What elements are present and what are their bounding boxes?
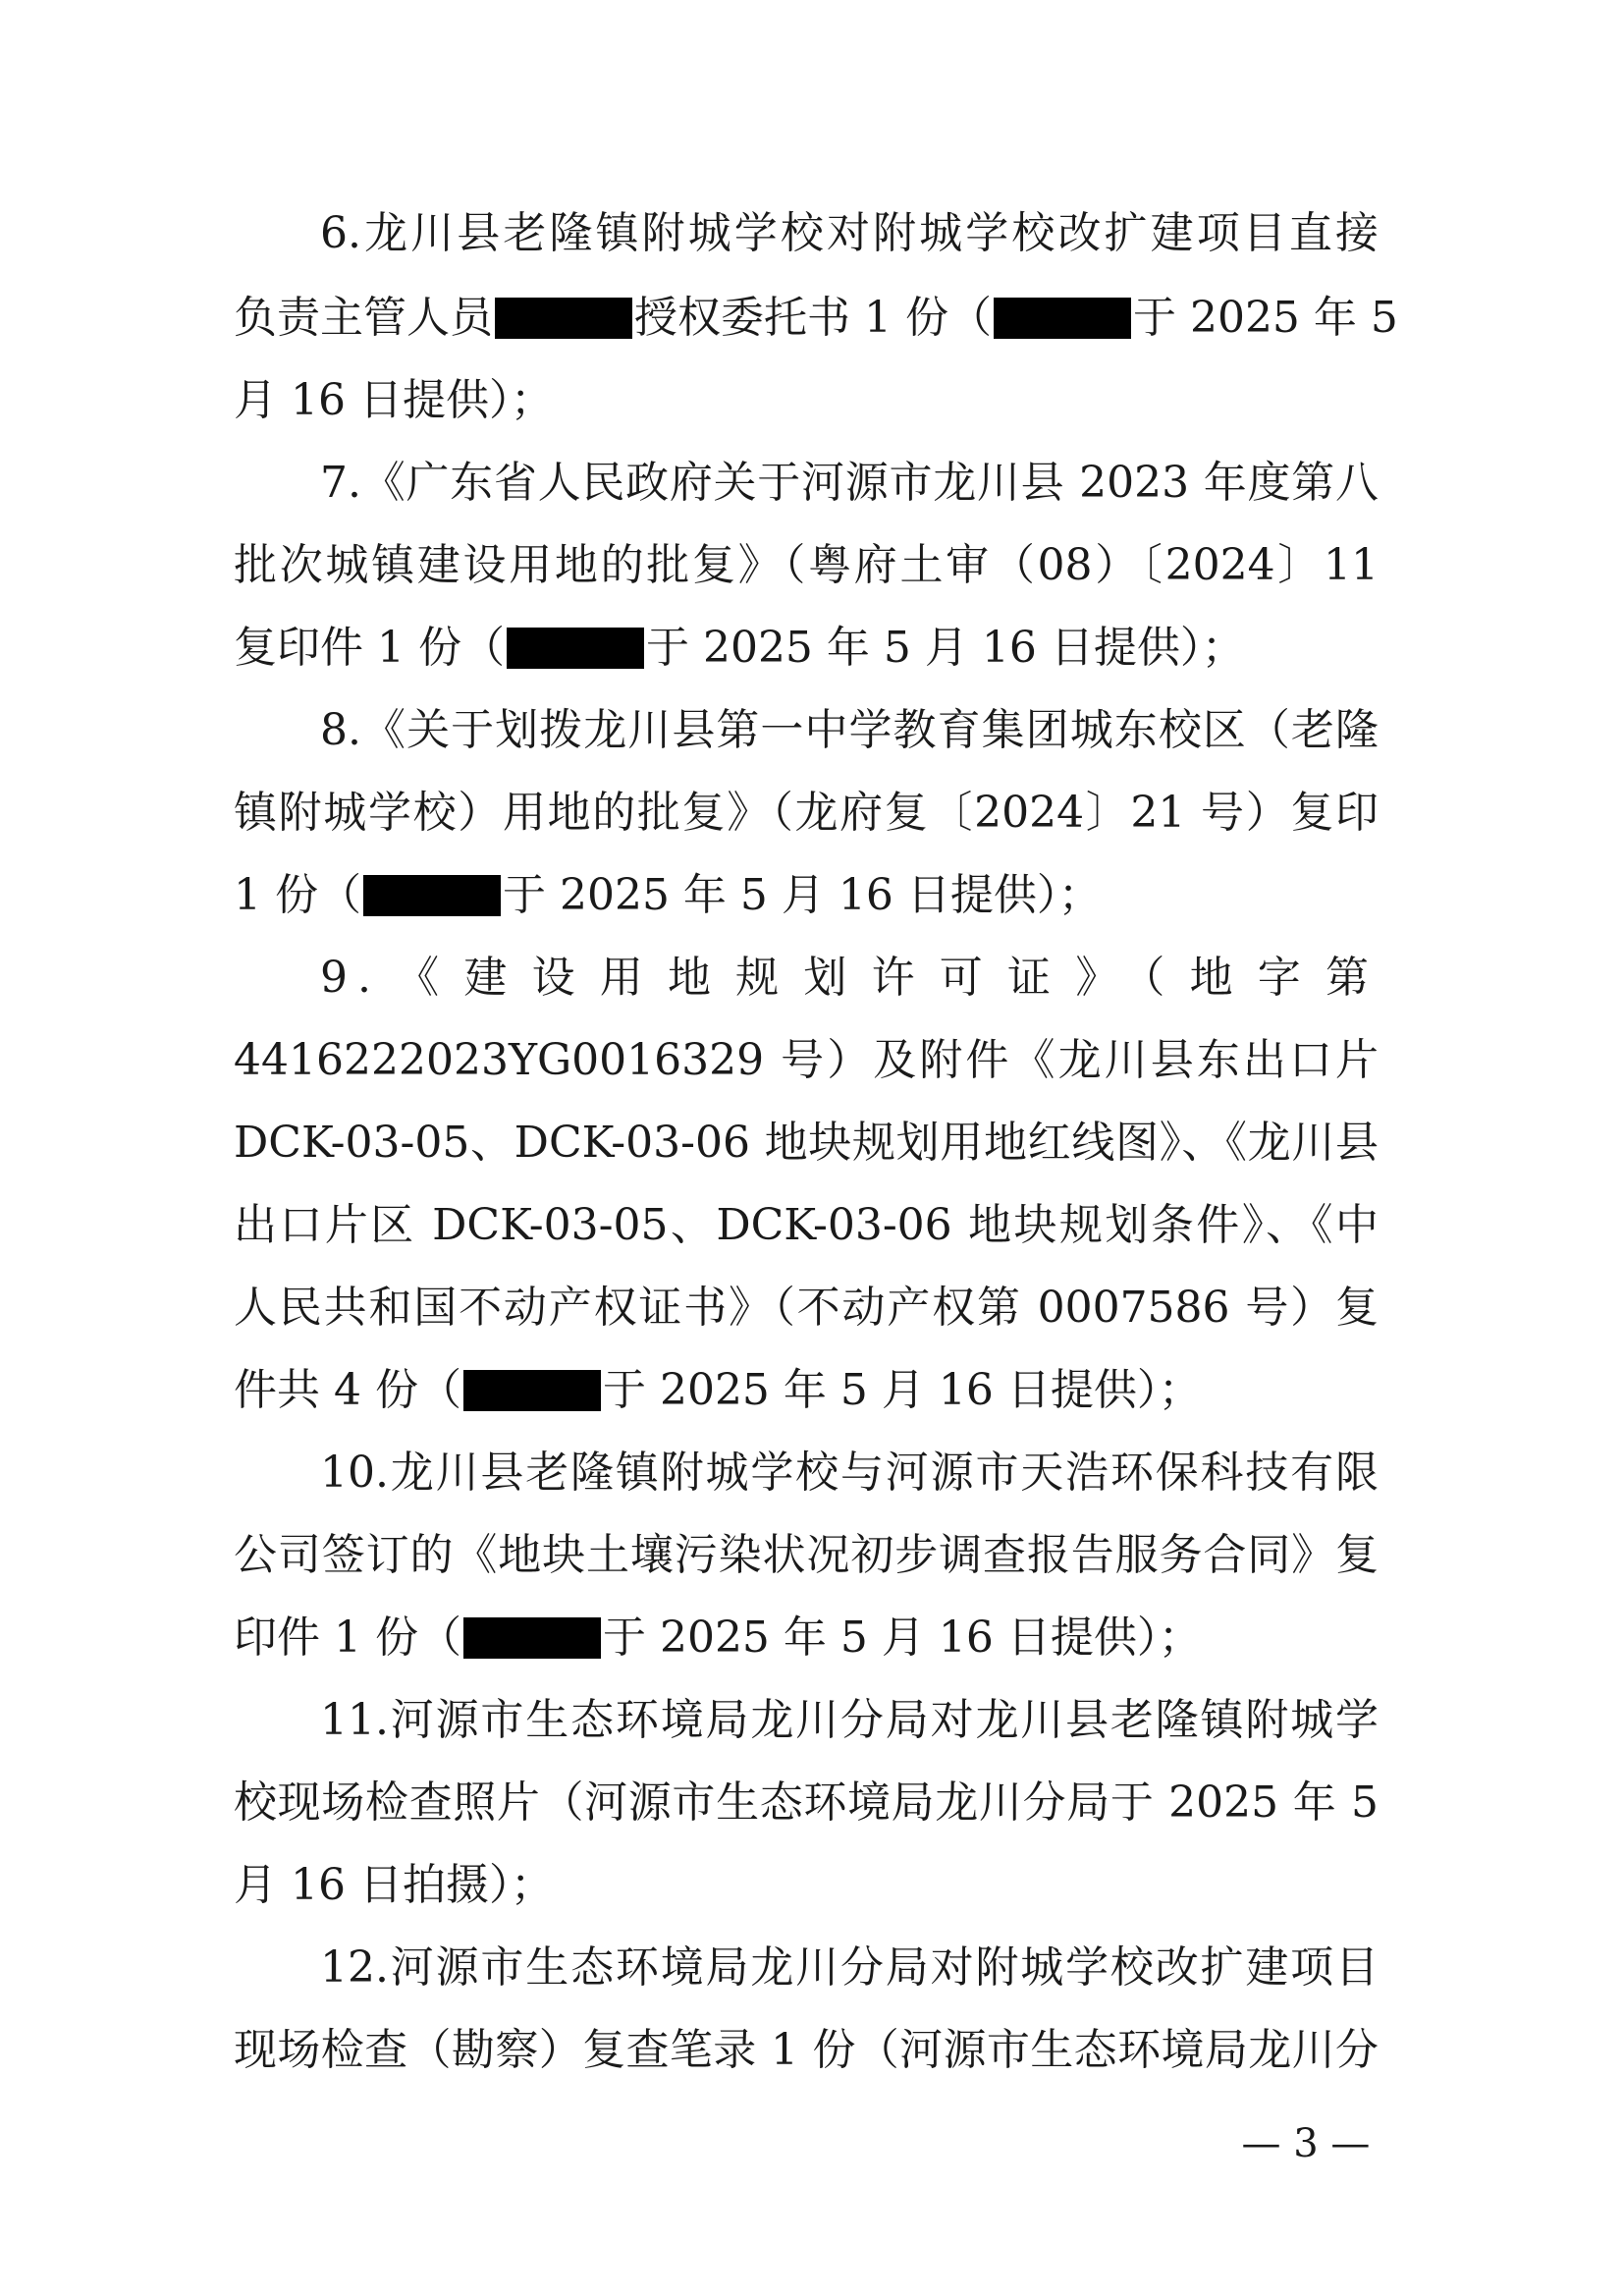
- item-11-line-1: 11.河源市生态环境局龙川分局对龙川县老隆镇附城学: [320, 1695, 1379, 1745]
- item-6-text-c: 于 2025 年 5: [1132, 293, 1398, 343]
- item-7-line-2: 批次城镇建设用地的批复》（粤府土审（08）〔2024〕11: [234, 540, 1379, 590]
- item-7-line-1: 7.《广东省人民政府关于河源市龙川县 2023 年度第八: [320, 458, 1379, 508]
- redaction-block: [363, 875, 501, 916]
- item-9-line-6: [234, 1349, 1379, 1432]
- item-9-line-3: DCK-03-05、DCK-03-06 地块规划用地红线图》、《龙川县: [234, 1118, 1379, 1168]
- redaction-block: [495, 298, 632, 339]
- item-8-text-b: 于 2025 年 5 月 16 日提供）；: [502, 870, 1102, 920]
- redaction-block: [463, 1370, 601, 1411]
- item-8-line-2: 镇附城学校）用地的批复》（龙府复〔2024〕21 号）复印: [234, 788, 1379, 838]
- item-7-text-b: 于 2025 年 5 月 16 日提供）；: [645, 623, 1245, 673]
- item-8-line-1: 8.《关于划拨龙川县第一中学教育集团城东校区（老隆: [320, 705, 1379, 755]
- item-6-line-2: [234, 277, 1398, 359]
- page-number: — 3 —: [1241, 2121, 1371, 2166]
- item-6-line-3: 月 16 日提供）；: [234, 375, 554, 425]
- redaction-block: [463, 1617, 601, 1659]
- item-9-line-1: 9.《建设用地规划许可证》（地字第: [320, 953, 1379, 1003]
- item-9-line-2: 4416222023YG0016329 号）及附件《龙川县东出口片: [234, 1035, 1379, 1085]
- item-10-text-a: 印件 1 份（: [234, 1613, 461, 1663]
- item-6-text-a: 负责主管人员: [234, 293, 493, 343]
- item-10-line-2: 公司签订的《地块土壤污染状况初步调查报告服务合同》复: [234, 1530, 1379, 1580]
- item-9-text-b: 于 2025 年 5 月 16 日提供）；: [602, 1365, 1202, 1415]
- item-11-line-3: 月 16 日拍摄）；: [234, 1860, 554, 1910]
- item-9-line-4: 出口片区 DCK-03-05、DCK-03-06 地块规划条件》、《中: [234, 1200, 1379, 1250]
- item-10-line-3: [234, 1597, 1379, 1679]
- item-12-line-1: 12.河源市生态环境局龙川分局对附城学校改扩建项目: [320, 1942, 1379, 1993]
- redaction-block: [507, 628, 644, 669]
- item-11-line-2: 校现场检查照片（河源市生态环境局龙川分局于 2025 年 5: [234, 1777, 1379, 1828]
- item-8-text-a: 1 份（: [234, 870, 361, 920]
- redaction-block: [994, 298, 1131, 339]
- item-6-line-1: 6.龙川县老隆镇附城学校对附城学校改扩建项目直接: [320, 208, 1379, 258]
- item-7-line-3: [234, 607, 1379, 689]
- item-9-line-5: 人民共和国不动产权证书》（不动产权第 0007586 号）复: [234, 1283, 1379, 1333]
- item-6-text-b: 授权委托书 1 份（: [634, 293, 992, 343]
- item-10-line-1: 10.龙川县老隆镇附城学校与河源市天浩环保科技有限: [320, 1448, 1379, 1498]
- item-9-text-a: 件共 4 份（: [234, 1365, 461, 1415]
- item-7-text-a: 复印件 1 份（: [234, 623, 505, 673]
- item-12-line-2: 现场检查（勘察）复查笔录 1 份（河源市生态环境局龙川分: [234, 2025, 1379, 2075]
- item-8-line-3: [234, 854, 1379, 937]
- item-10-text-b: 于 2025 年 5 月 16 日提供）；: [602, 1613, 1202, 1663]
